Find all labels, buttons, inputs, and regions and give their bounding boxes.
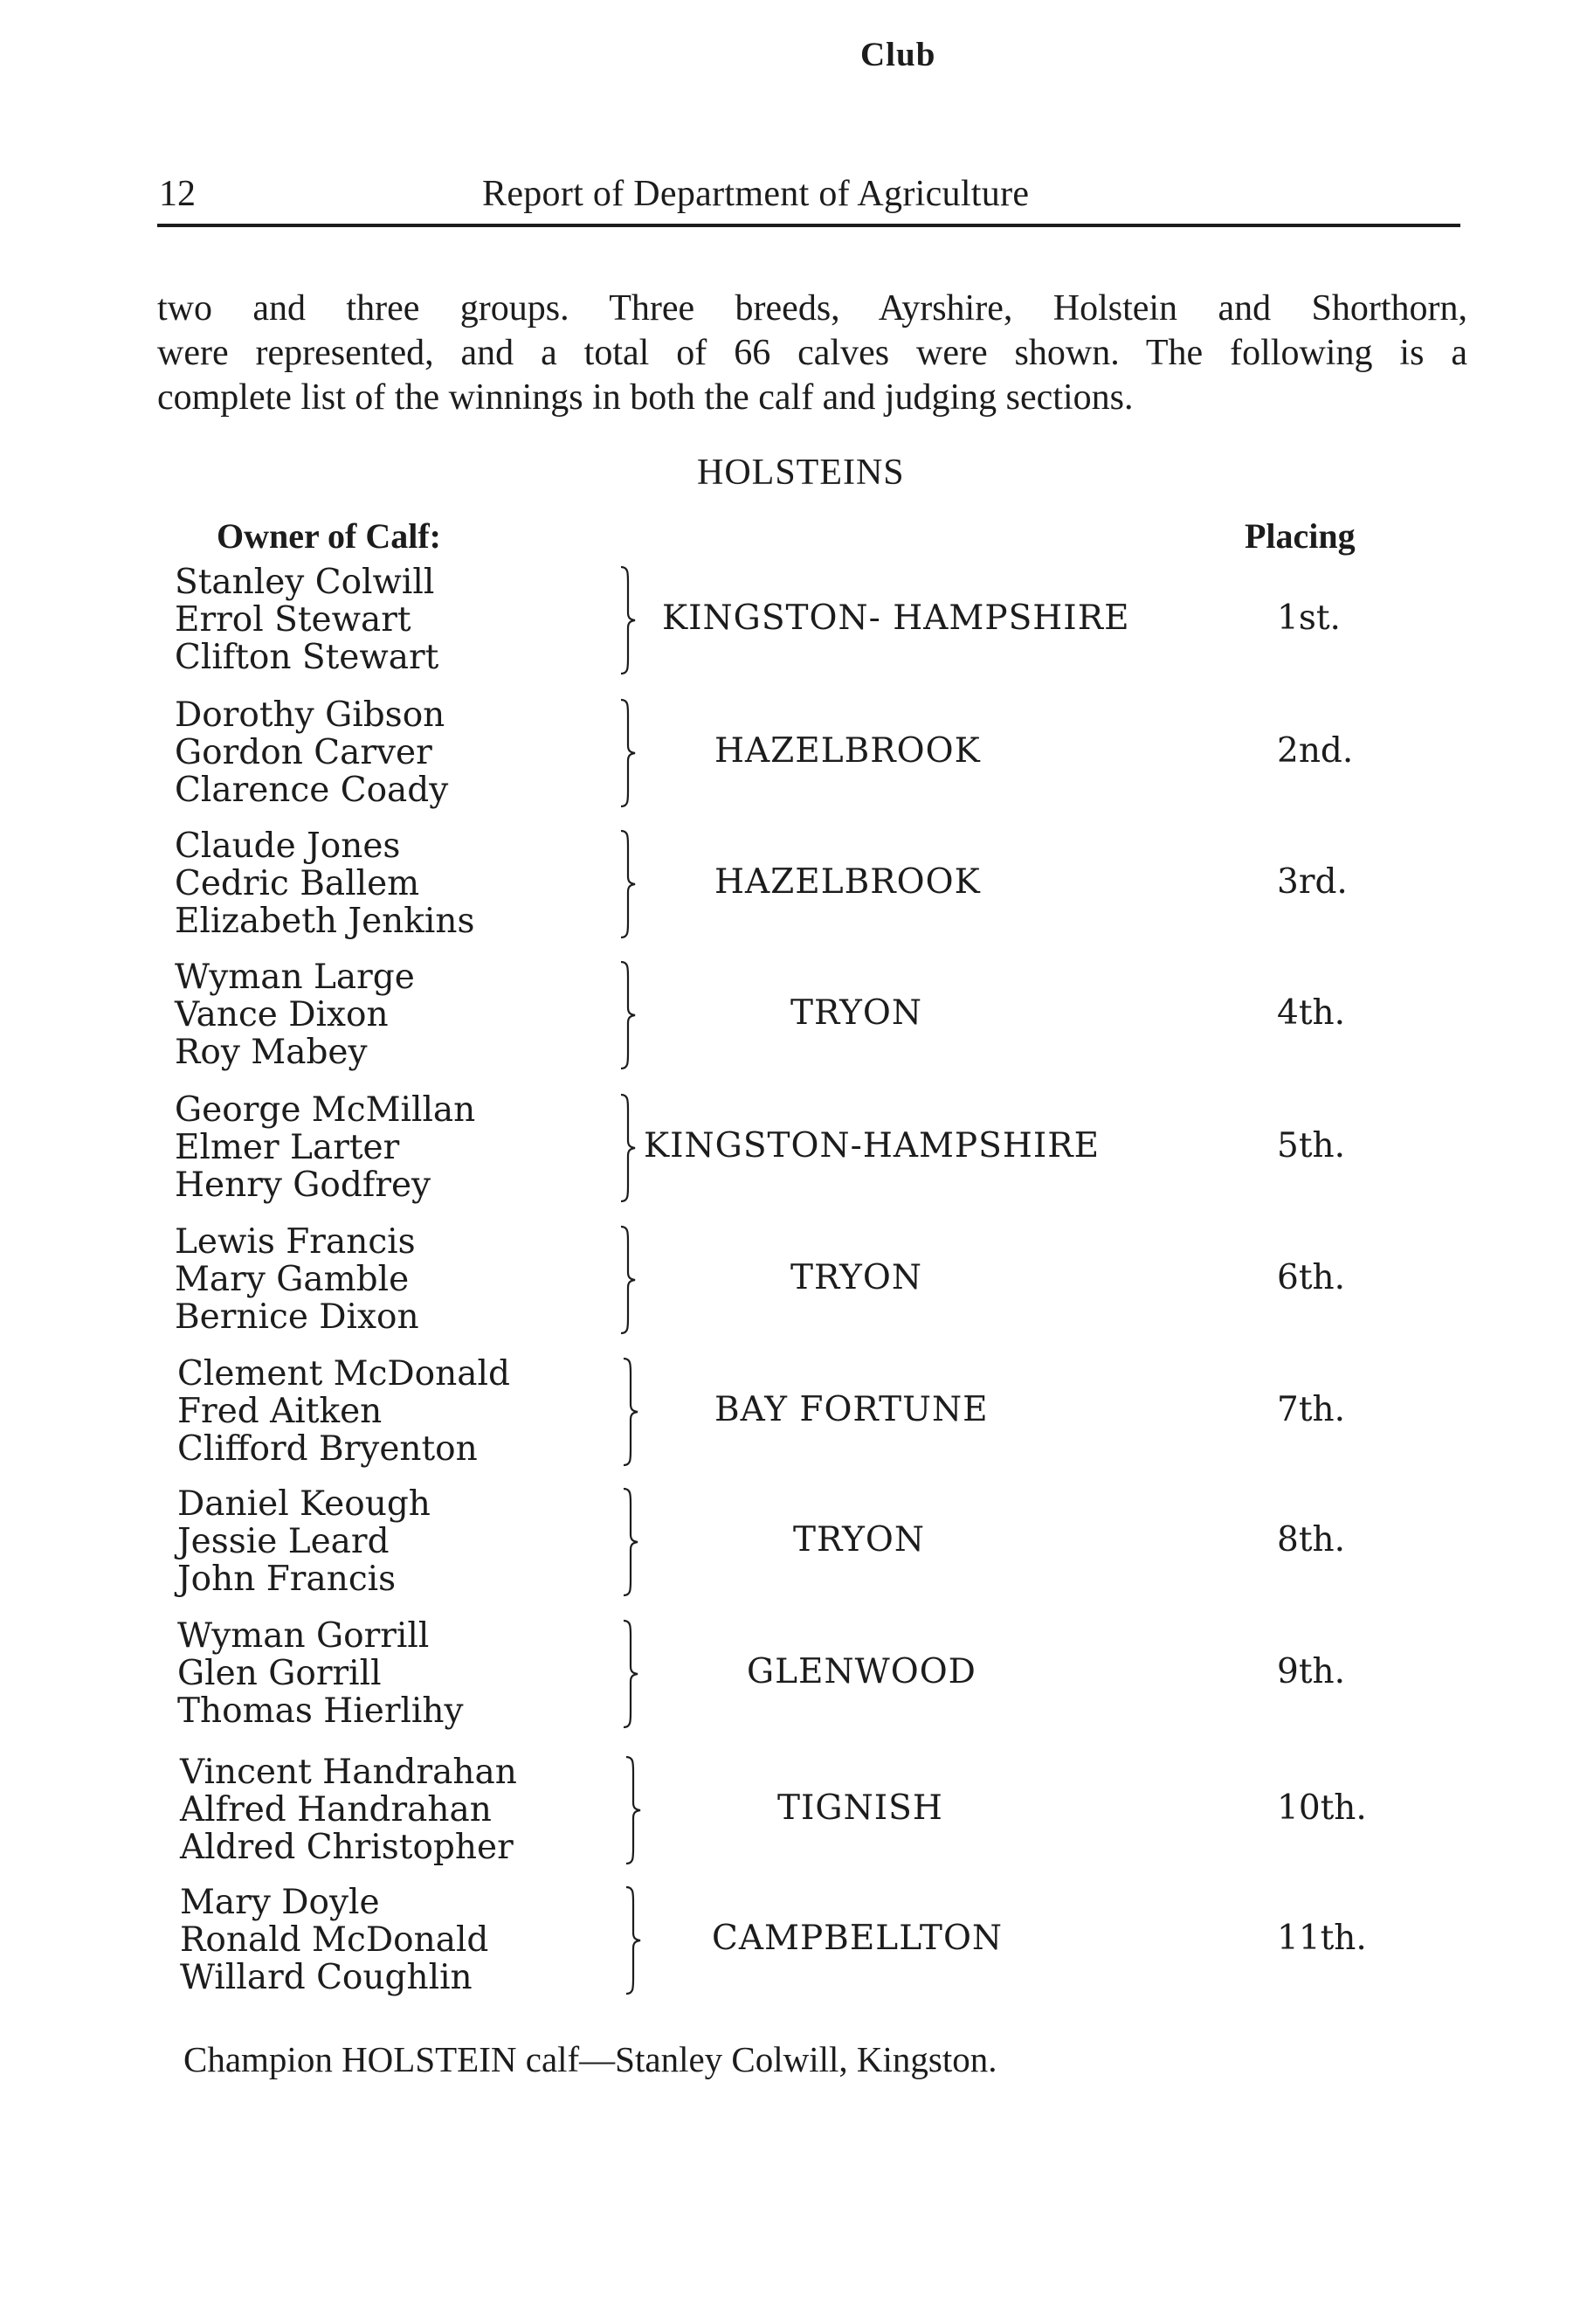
placing-value: 10th. [1277, 1788, 1367, 1828]
owner-names [175, 1223, 419, 1336]
owner-names [177, 1617, 464, 1730]
owner-name: Aldred Christopher [180, 1828, 514, 1867]
owner-name: Willard Coughlin [180, 1958, 473, 1997]
running-title: Report of Department of Agriculture [482, 174, 1030, 214]
owner-name: Elmer Larter [175, 1128, 400, 1167]
club-name: TRYON [793, 1520, 926, 1560]
owner-names [175, 827, 475, 940]
owner-names [177, 1355, 510, 1468]
owner-name: Vance Dixon [175, 995, 389, 1034]
owner-name: Gordon Carver [175, 733, 432, 772]
column-header-placing: Placing [1245, 516, 1356, 556]
club-name: TIGNISH [777, 1788, 943, 1828]
placing-value: 7th. [1277, 1390, 1345, 1429]
owner-name: Lewis Francis [175, 1222, 416, 1262]
placing-value: 6th. [1277, 1258, 1345, 1297]
result-group [177, 1617, 1400, 1748]
page-number: 12 [159, 174, 196, 214]
result-group [175, 827, 1397, 958]
intro-line: two and three groups. Three breeds, Ayrshire, Holstein and Shorthorn, [157, 288, 1467, 329]
result-group [175, 1223, 1397, 1354]
club-name: BAY FORTUNE [714, 1390, 989, 1429]
curly-brace-icon [621, 1753, 649, 1867]
result-group [177, 1485, 1400, 1616]
placing-value: 3rd. [1277, 862, 1348, 902]
owner-names [175, 1091, 475, 1204]
club-name: CAMPBELLTON [712, 1919, 1004, 1958]
result-group [175, 1091, 1397, 1222]
curly-brace-icon [618, 1485, 646, 1599]
club-name: KINGSTON-HAMPSHIRE [644, 1126, 1101, 1165]
owner-name: Glen Gorrill [177, 1654, 382, 1693]
owner-name: Bernice Dixon [175, 1297, 419, 1337]
club-name: TRYON [790, 1258, 923, 1297]
owner-name: Thomas Hierlihy [177, 1691, 464, 1731]
owner-name: Clement McDonald [177, 1354, 510, 1394]
placing-value: 5th. [1277, 1126, 1345, 1165]
curly-brace-icon [618, 1617, 646, 1731]
placing-value: 1st. [1277, 598, 1341, 638]
club-name: HAZELBROOK [714, 731, 981, 771]
placing-value: 11th. [1277, 1919, 1367, 1958]
owner-name: George McMillan [175, 1090, 476, 1130]
owner-names [180, 1884, 488, 1996]
club-name: GLENWOOD [747, 1652, 976, 1691]
page-header [157, 173, 1460, 225]
result-group [177, 1355, 1400, 1486]
owner-name: Mary Gamble [175, 1260, 410, 1299]
club-name: HAZELBROOK [714, 862, 981, 902]
owner-name: Ronald McDonald [180, 1920, 489, 1960]
column-header-owner: Owner of Calf: [217, 516, 441, 556]
owner-name: Dorothy Gibson [175, 695, 445, 735]
owner-name: Henry Godfrey [175, 1165, 431, 1205]
owner-name: Clarence Coady [175, 771, 449, 810]
owner-name: Alfred Handrahan [180, 1790, 492, 1829]
curly-brace-icon [616, 1223, 644, 1337]
result-group [175, 564, 1397, 695]
owner-name: Claude Jones [175, 827, 401, 866]
placing-value: 9th. [1277, 1652, 1345, 1691]
intro-paragraph [157, 287, 1467, 420]
owner-names [177, 1485, 431, 1598]
owner-names [180, 1753, 517, 1866]
owner-name: Vincent Handrahan [180, 1753, 517, 1792]
owner-name: Daniel Keough [177, 1484, 431, 1524]
owner-name: Stanley Colwill [175, 563, 435, 602]
owner-names [175, 696, 448, 809]
owner-name: Elizabeth Jenkins [175, 902, 475, 941]
result-group [180, 1753, 1403, 1885]
owner-name: Wyman Large [175, 958, 415, 997]
owner-name: Mary Doyle [180, 1883, 380, 1922]
owner-name: Fred Aitken [177, 1392, 383, 1431]
champion-line: Champion HOLSTEIN calf—Stanley Colwill, Kingston. [183, 2039, 997, 2079]
curly-brace-icon [616, 827, 644, 941]
owner-names [175, 564, 438, 676]
curly-brace-icon [621, 1884, 649, 1997]
owner-name: Errol Stewart [175, 600, 411, 640]
column-header-club: Club [860, 36, 936, 73]
placing-value: 4th. [1277, 993, 1345, 1033]
owner-names [175, 958, 415, 1071]
curly-brace-icon [616, 564, 644, 677]
result-group [175, 696, 1397, 827]
owner-name: Jessie Leard [177, 1522, 390, 1561]
curly-brace-icon [618, 1355, 646, 1469]
owner-name: Roy Mabey [175, 1033, 368, 1072]
section-title: HOLSTEINS [697, 453, 905, 493]
owner-name: Wyman Gorrill [177, 1616, 430, 1656]
curly-brace-icon [616, 696, 644, 810]
placing-value: 8th. [1277, 1520, 1345, 1560]
curly-brace-icon [616, 1091, 644, 1205]
intro-line: complete list of the winnings in both the calf and judging sections. [157, 377, 1134, 418]
owner-name: Clifford Bryenton [177, 1429, 478, 1469]
result-group [180, 1884, 1403, 2015]
owner-name: Clifton Stewart [175, 638, 439, 677]
header-rule [157, 224, 1460, 227]
club-name: TRYON [790, 993, 923, 1033]
club-name: KINGSTON- HAMPSHIRE [662, 598, 1130, 638]
owner-name: Cedric Ballem [175, 864, 420, 903]
owner-name: John Francis [177, 1560, 397, 1599]
result-group [175, 958, 1397, 1089]
intro-line: were represented, and a total of 66 calves were shown. The following is a [157, 333, 1467, 373]
placing-value: 2nd. [1277, 731, 1354, 771]
curly-brace-icon [616, 958, 644, 1072]
